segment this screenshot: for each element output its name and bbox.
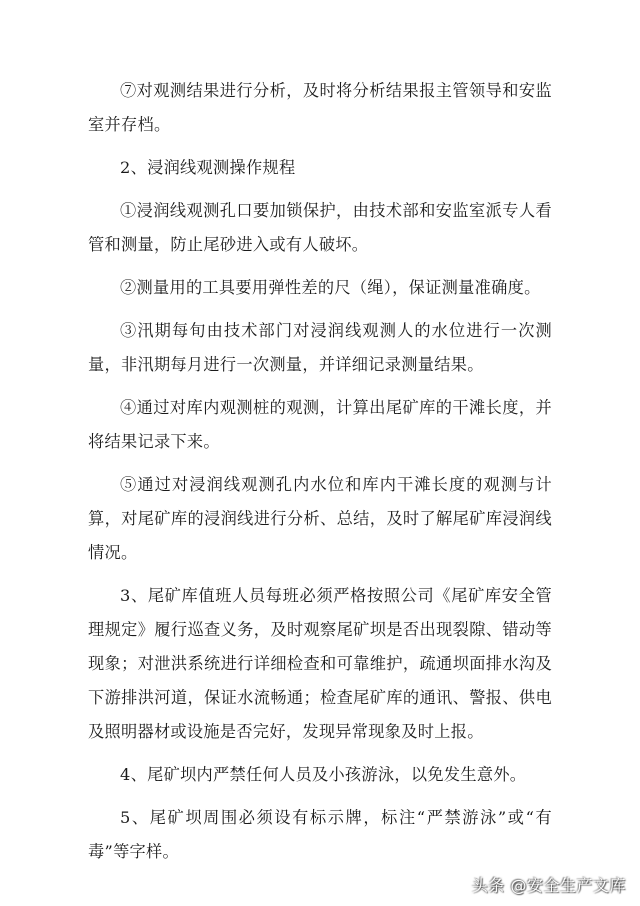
paragraph-item-5: ⑤通过对浸润线观测孔内水位和库内干滩长度的观测与计算，对尾矿库的浸润线进行分析、总结，及时了解尾矿库浸润线情况。 xyxy=(88,475,552,562)
paragraph-item-1: ①浸润线观测孔口要加锁保护，由技术部和安监室派专人看管和测量，防止尾砂进入或有人破坏。 xyxy=(88,201,552,254)
paragraph-item-4: ④通过对库内观测桩的观测，计算出尾矿库的干滩长度，并将结果记录下来。 xyxy=(88,398,552,451)
section-paragraph-3: 3、尾矿库值班人员每班必须严格按照公司《尾矿库安全管理规定》履行巡查义务，及时观察尾矿坝是否出现裂隙、错动等现象；对泄洪系统进行详细检查和可靠维护，疏通坝面排水沟及下游排洪河道，保证水流畅通；检查尾矿库的通讯、警报、供电及照明器材或设施是否完好，发现异常现象及时上报。 xyxy=(88,586,552,741)
document-body xyxy=(88,74,552,878)
watermark-label: 头条 @安全生产文库 xyxy=(471,876,626,895)
paragraph-item-3: ③汛期每旬由技术部门对浸润线观测人的水位进行一次测量，非汛期每月进行一次测量，并详细记录测量结果。 xyxy=(88,321,552,374)
section-heading-2: 2、浸润线观测操作规程 xyxy=(120,158,296,177)
section-paragraph-4: 4、尾矿坝内严禁任何人员及小孩游泳，以免发生意外。 xyxy=(120,765,527,784)
section-paragraph-5: 5、尾矿坝周围必须设有标示牌，标注“严禁游泳”或“有毒”等字样。 xyxy=(88,808,552,861)
paragraph-item-2: ②测量用的工具要用弹性差的尺（绳），保证测量准确度。 xyxy=(120,278,541,297)
paragraph-item-7-conclusion: ⑦对观测结果进行分析，及时将分析结果报主管领导和安监室并存档。 xyxy=(88,81,552,134)
